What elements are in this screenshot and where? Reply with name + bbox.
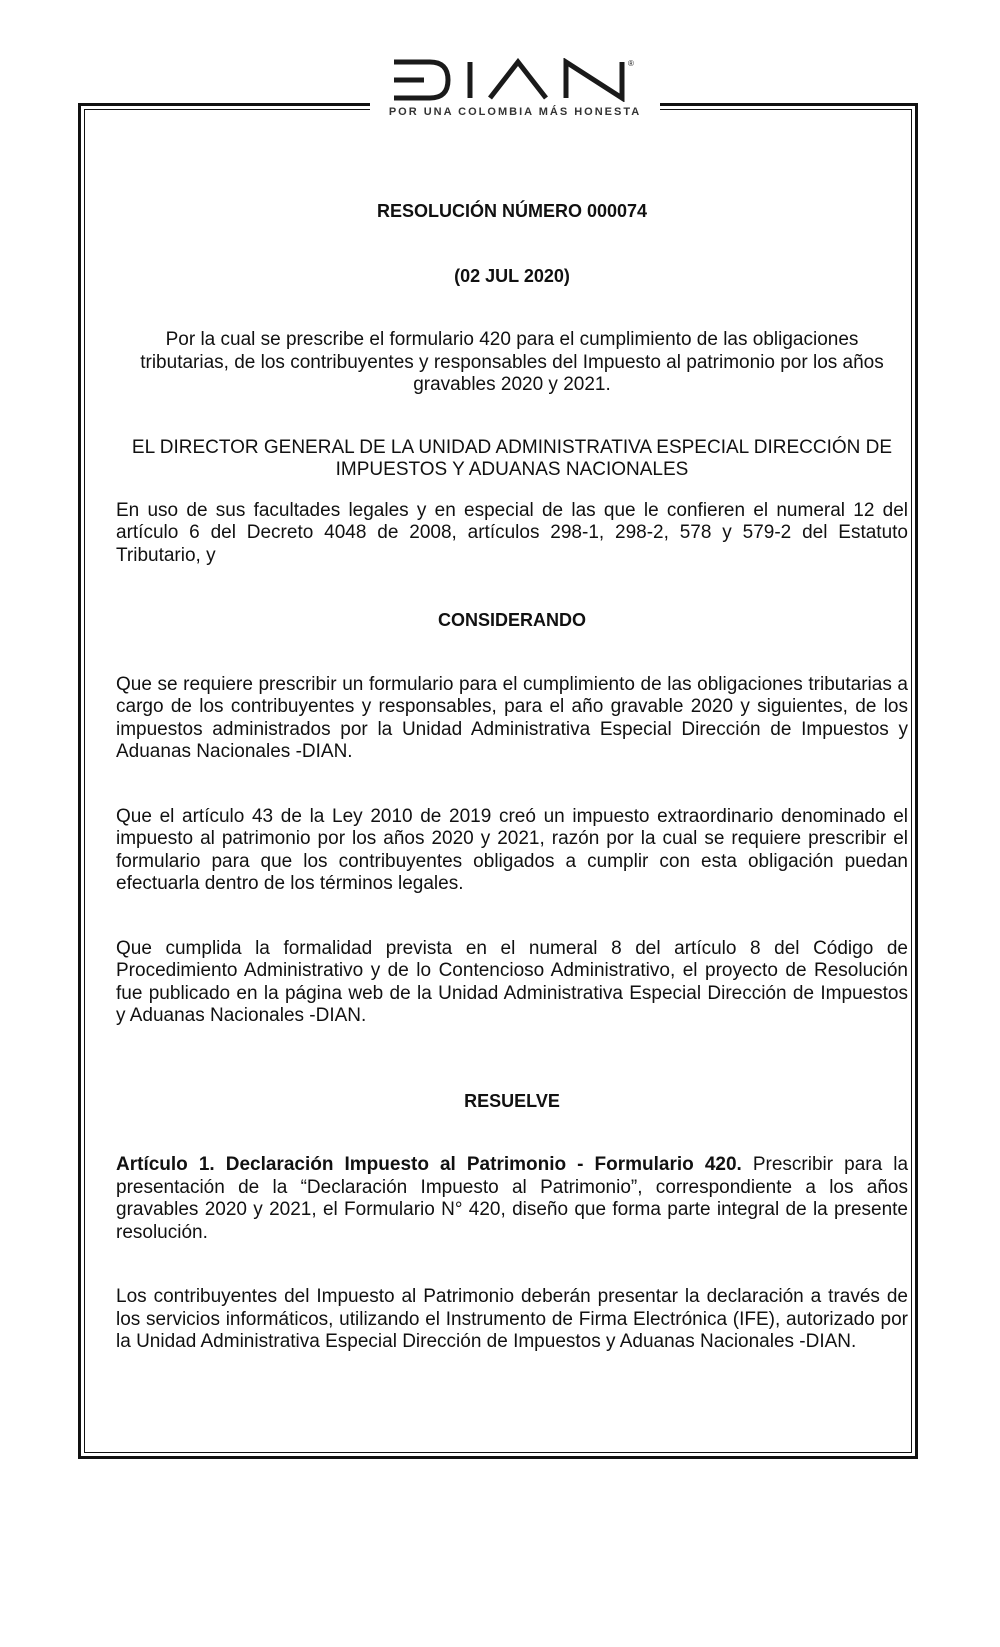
considerando-paragraph-3: Que cumplida la formalidad prevista en el numeral 8 del artículo 8 del Código de Procedimiento Administrativo y de lo Contencioso Administrativo, el proyecto de Resolución fue publicado en la página web de la Unidad Administrativa Especial Dirección de Impuestos y Aduanas Nacionales -DIAN. — [116, 937, 908, 1026]
resolution-title: RESOLUCIÓN NÚMERO 000074 — [376, 201, 648, 221]
legal-powers-paragraph: En uso de sus facultades legales y en especial de las que le confieren el numeral 12 del artículo 6 del Decreto 4048 de 2008, artículos 298-1, 298-2, 578 y 579-2 del Estatuto Tributario, y — [116, 499, 908, 566]
article-1-paragraph — [116, 1154, 908, 1244]
article-1-text: Prescribir para la presentación de la “Declaración Impuesto al Patrimonio”, correspondiente a los años gravables 2020 y 2021, el Formulario N° 420, diseño que forma parte integral de la presente resolución. — [116, 1154, 909, 1243]
considerando-paragraph-1: Que se requiere prescribir un formulario para el cumplimiento de las obligaciones tributarias a cargo de los contribuyentes y responsables, para el año gravable 2020 y siguientes, de los impuestos administrados por la Unidad Administrativa Especial Dirección de Impuestos y Aduanas Nacionales -DIAN. — [116, 673, 908, 762]
dian-wordmark-logo — [390, 58, 640, 102]
resolution-subject: Por la cual se prescribe el formulario 420 para el cumplimiento de las obligaciones tributarias, de los contribuyentes y responsables del Impuesto al patrimonio por los años gravables 2020 y 2021. — [140, 329, 884, 395]
considerando-heading: CONSIDERANDO — [437, 610, 586, 630]
resolution-body — [116, 200, 908, 1354]
article-1-heading: Artículo 1. Declaración Impuesto al Patrimonio - Formulario 420. — [116, 1154, 742, 1175]
article-1-paragraph-2: Los contribuyentes del Impuesto al Patrimonio deberán presentar la declaración a través de los servicios informáticos, utilizando el Instrumento de Firma Electrónica (IFE), autorizado por la Unidad Administrativa Especial Dirección de Impuestos y Aduanas Nacionales -DIAN. — [116, 1286, 908, 1352]
resuelve-heading: RESUELVE — [464, 1090, 560, 1111]
issuing-authority: EL DIRECTOR GENERAL DE LA UNIDAD ADMINISTRATIVA ESPECIAL DIRECCIÓN DE IMPUESTOS Y ADUANAS NACIONALES — [131, 436, 893, 480]
resolution-date: (02 JUL 2020) — [454, 265, 570, 286]
registered-mark: ® — [628, 59, 634, 68]
dian-logo — [370, 52, 660, 132]
logo-tagline: POR UNA COLOMBIA MÁS HONESTA — [388, 106, 642, 118]
considerando-paragraph-2: Que el artículo 43 de la Ley 2010 de 2019 creó un impuesto extraordinario denominado el impuesto al patrimonio por los años 2020 y 2021, razón por la cual se requiere prescribir el formulario para que los contribuyentes obligados a cumplir con esta obligación puedan efectuarla dentro de los términos legales. — [116, 805, 908, 894]
